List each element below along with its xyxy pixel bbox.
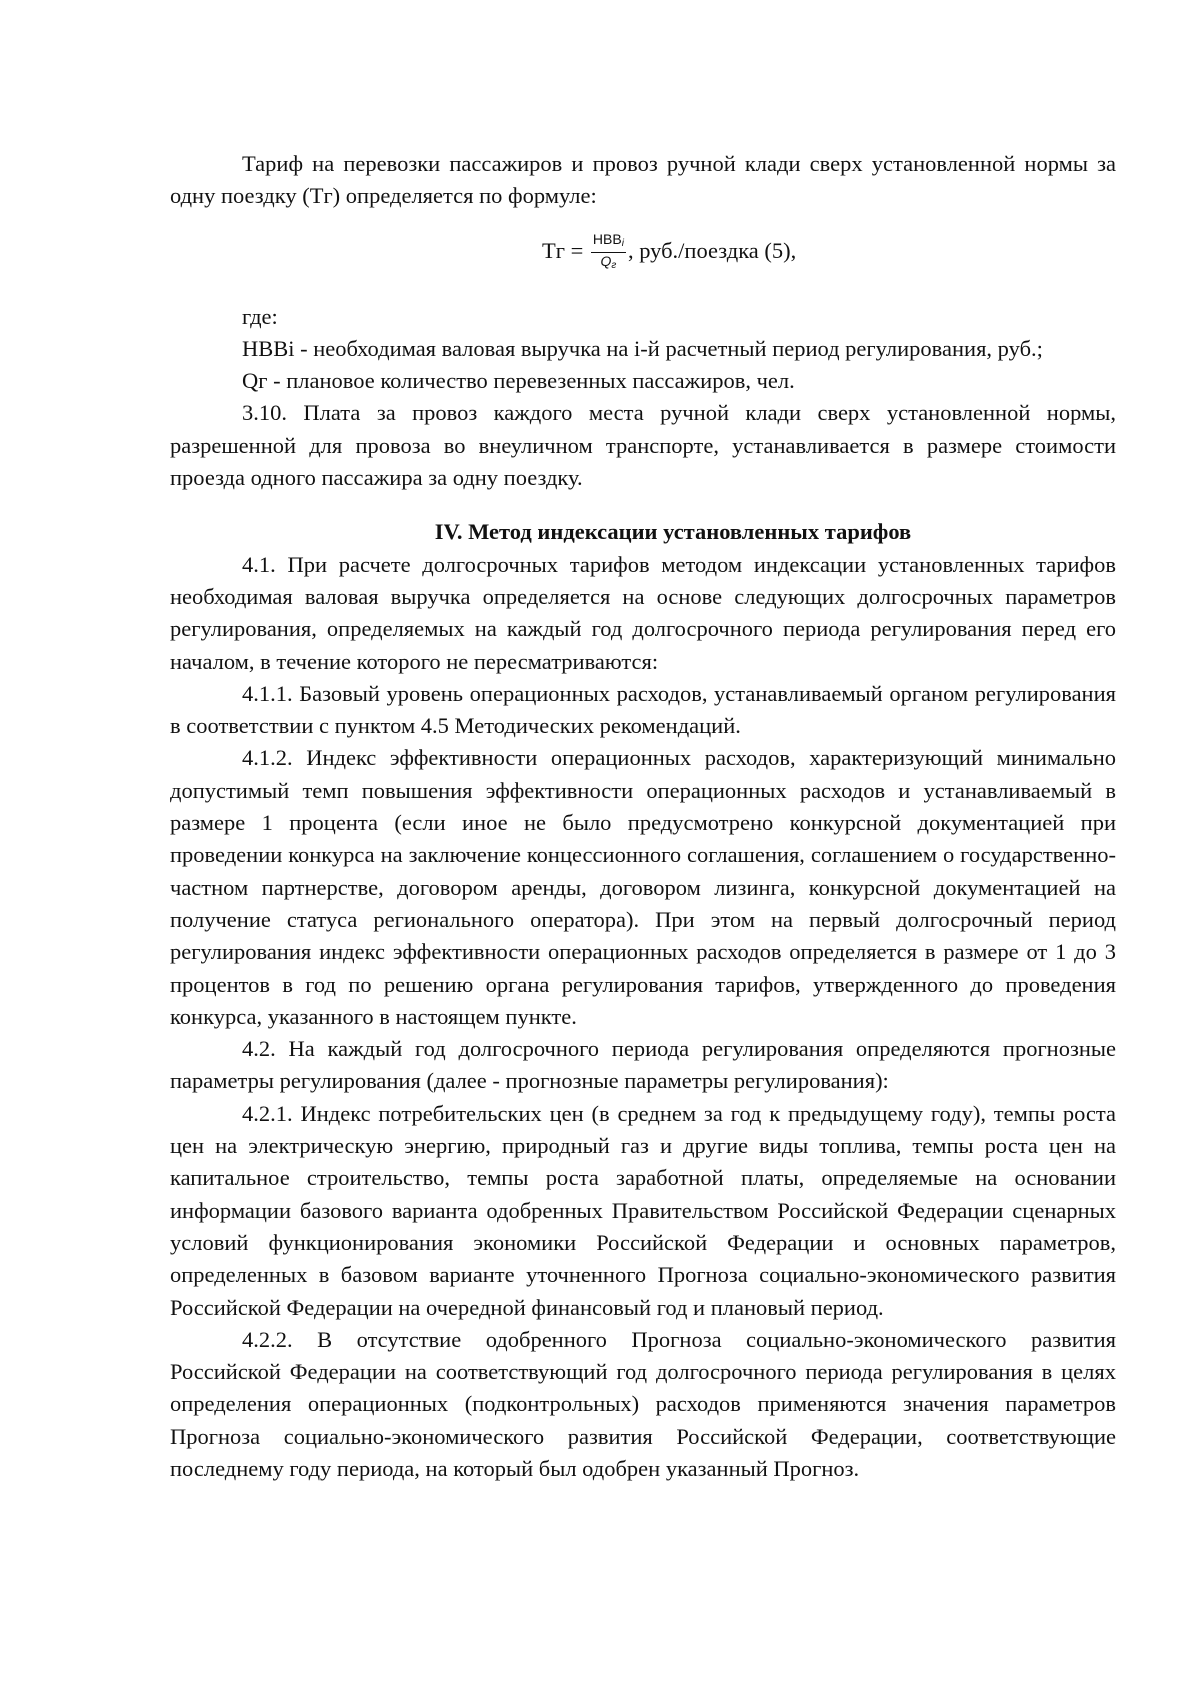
paragraph-4-2-1: 4.2.1. Индекс потребительских цен (в среднем за год к предыдущему году), темпы роста цен на электрическую энергию, природный газ и другие виды топлива, темпы роста цен на капитальное строительство, темпы роста заработной платы, определяемые на основании информации базового варианта одобренных Правительством Российской Федерации сценарных условий функционирования экономики Российской Федерации и основных параметров, определенных в базовом варианте уточненного Прогноза социально-экономического развития Российской Федерации на очередной финансовый год и плановый период. <box>170 1100 1116 1320</box>
formula-lhs: Тг = <box>542 237 589 263</box>
where-label: где: <box>242 303 278 329</box>
formula-denominator: $Q_г$ <box>600 252 617 271</box>
formula-numerator: $НВВ_i$ <box>591 231 626 253</box>
paragraph-4-2: 4.2. На каждый год долгосрочного периода регулирования определяются прогнозные параметры регулирования (далее - прогнозные параметры регулирования): <box>170 1036 1116 1094</box>
definition-qg: Qг - плановое количество перевезенных пассажиров, чел. <box>242 368 795 394</box>
definition-nvv: НВВi - необходимая валовая выручка на i-й расчетный период регулирования, руб.; <box>242 335 1043 361</box>
paragraph-3-10: 3.10. Плата за провоз каждого места ручной клади сверх установленной нормы, разрешенной для провоза во внеуличном транспорте, устанавливается в размере стоимости проезда одного пассажира за одну поездку. <box>170 400 1116 491</box>
paragraph-4-2-2: 4.2.2. В отсутствие одобренного Прогноза социально-экономического развития Российской Федерации на соответствующий год долгосрочного периода регулирования в целях определения операционных (подконтрольных) расходов применяются значения параметров Прогноза социально-экономического развития Российской Федерации, соответствующие последнему году периода, на который был одобрен указанный Прогноз. <box>170 1326 1116 1481</box>
document-page <box>170 148 1116 1485</box>
section-heading: IV. Метод индексации установленных тарифов <box>434 519 912 545</box>
formula-fraction <box>591 231 626 274</box>
formula-rhs: , руб./поездка (5), <box>627 237 797 263</box>
paragraph-4-1-1: 4.1.1. Базовый уровень операционных расходов, устанавливаемый органом регулирования в соответствии с пунктом 4.5 Методических рекомендаций. <box>170 680 1116 739</box>
paragraph-4-1-2: 4.1.2. Индекс эффективности операционных расходов, характеризующий минимально допустимый темп повышения эффективности операционных расходов и устанавливаемый в размере 1 процента (если иное не было предусмотрено конкурсной документацией при проведении конкурса на заключение концессионного соглашения, соглашением о государственно-частном партнерстве, договором аренды, договором лизинга, конкурсной документацией на получение статуса регионального оператора). При этом на первый долгосрочный период регулирования индекс эффективности операционных расходов определяется в размере от 1 до 3 процентов в год по решению органа регулирования тарифов, утвержденного до проведения конкурса, указанного в настоящем пункте. <box>170 745 1116 1029</box>
tariff-formula <box>170 231 1116 271</box>
paragraph-4-1: 4.1. При расчете долгосрочных тарифов методом индексации установленных тарифов необходимая валовая выручка определяется на основе следующих долгосрочных параметров регулирования, определяемых на каждый год долгосрочного периода регулирования перед его началом, в течение которого не пересматриваются: <box>170 551 1116 674</box>
intro-paragraph: Тариф на перевозки пассажиров и провоз ручной клади сверх установленной нормы за одну поездку (Тг) определяется по формуле: <box>170 151 1116 209</box>
